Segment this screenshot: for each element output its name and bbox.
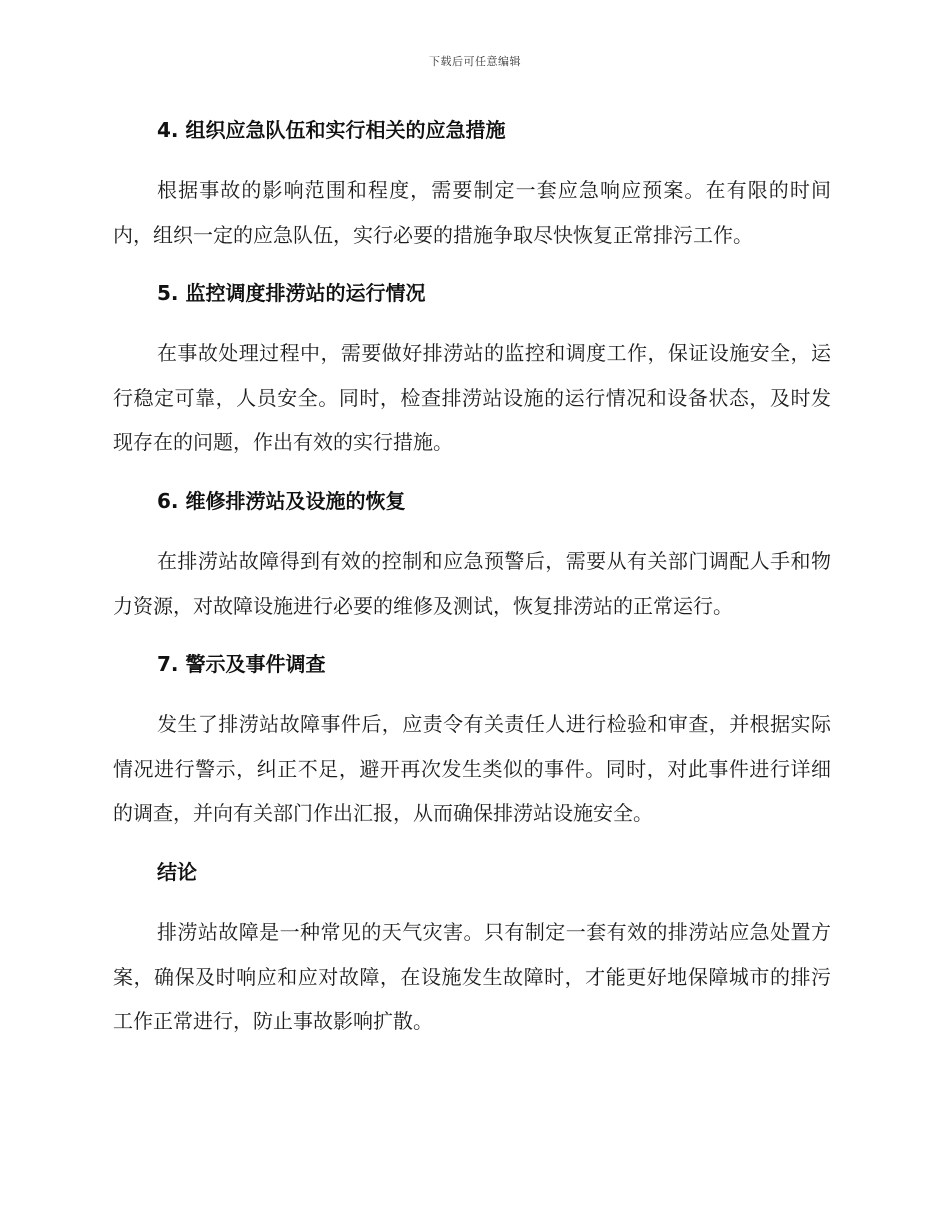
spacer (113, 257, 831, 275)
section-heading-5: 5. 监控调度排涝站的运行情况 (157, 281, 426, 306)
spacer (113, 311, 831, 331)
section-heading-4: 4. 组织应急队伍和实行相关的应急措施 (157, 118, 506, 142)
section-heading-7: 7. 警示及事件调查 (157, 652, 326, 677)
page-header: 下载后可任意编辑 (429, 55, 521, 68)
section-paragraph-7: 发生了排涝站故障事件后，应责令有关责任人进行检验和审查，并根据实际情况进行警示，纠正不足，避开再次发生类似的事件。同时，对此事件进行详细的调查，并向有关部门作出汇报，从而确保排涝站设施安全。 (113, 712, 831, 826)
spacer (113, 519, 831, 539)
spacer (113, 465, 831, 483)
spacer (113, 682, 831, 702)
document-body (113, 112, 831, 1044)
section-heading-6: 6. 维修排涝站及设施的恢复 (157, 488, 406, 513)
conclusion-heading: 结论 (157, 859, 197, 884)
spacer (113, 628, 831, 646)
spacer (113, 148, 831, 168)
section-paragraph-5: 在事故处理过程中，需要做好排涝站的监控和调度工作，保证设施安全，运行稳定可靠，人员安全。同时，检查排涝站设施的运行情况和设备状态，及时发现存在的问题，作出有效的实行措施。 (113, 341, 831, 455)
section-paragraph-6: 在排涝站故障得到有效的控制和应急预警后，需要从有关部门调配人手和物力资源，对故障设施进行必要的维修及测试，恢复排涝站的正常运行。 (113, 548, 831, 618)
section-paragraph-4: 根据事故的影响范围和程度，需要制定一套应急响应预案。在有限的时间内，组织一定的应急队伍，实行必要的措施争取尽快恢复正常排污工作。 (113, 178, 831, 247)
spacer (113, 836, 831, 854)
conclusion-paragraph: 排涝站故障是一种常见的天气灾害。只有制定一套有效的排涝站应急处置方案，确保及时响应和应对故障，在设施发生故障时，才能更好地保障城市的排污工作正常进行，防止事故影响扩散。 (113, 919, 831, 1034)
spacer (113, 890, 831, 910)
